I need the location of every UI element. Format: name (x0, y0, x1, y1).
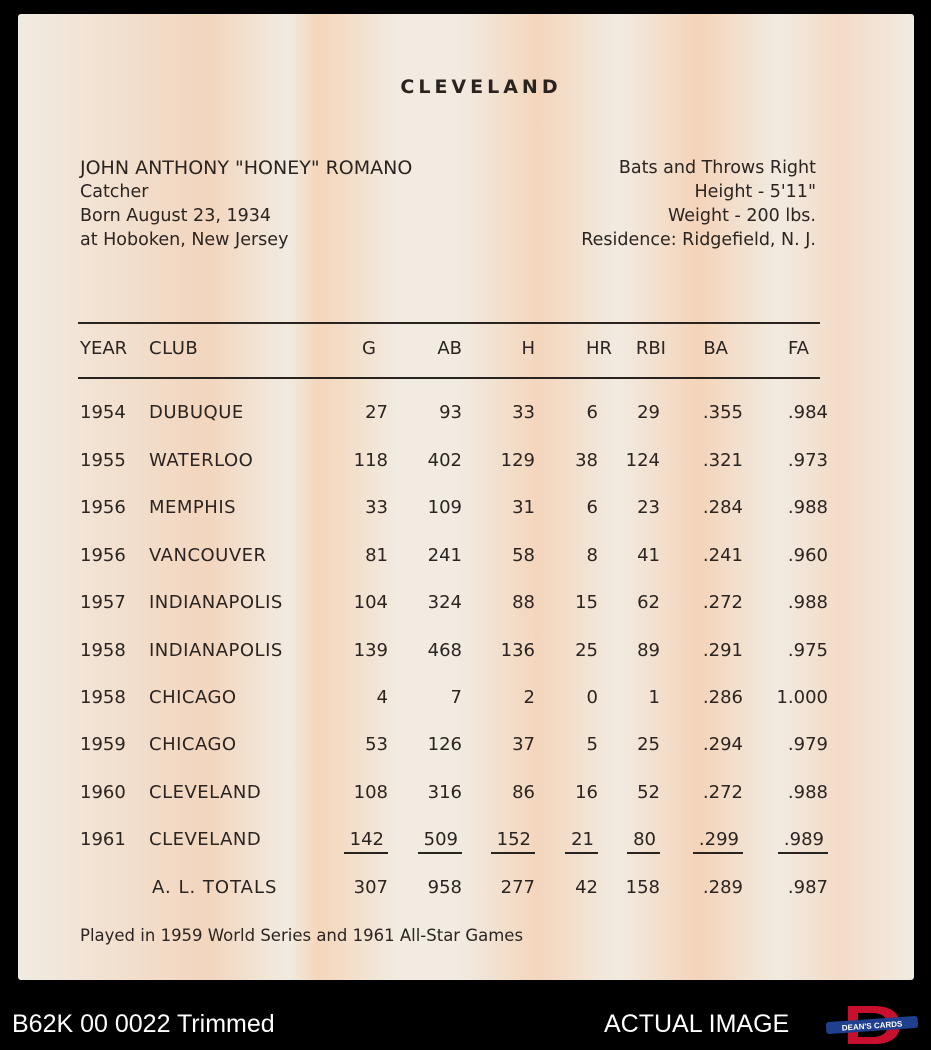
cell-g: 4 (376, 687, 388, 708)
cell-g: 53 (365, 734, 388, 755)
cell-ab: 7 (450, 687, 462, 708)
total-hr: 42 (575, 877, 598, 898)
cell-h: 58 (512, 545, 535, 566)
cell-hr: 5 (586, 734, 598, 755)
table-row (18, 497, 914, 527)
cell-h: 33 (512, 402, 535, 423)
cell-h: 88 (512, 592, 535, 613)
cell-rbi: 124 (625, 450, 660, 471)
cell-hr: 38 (575, 450, 598, 471)
cell-year: 1956 (80, 497, 126, 518)
total-ab: 958 (427, 877, 462, 898)
cell-year: 1955 (80, 450, 126, 471)
col-club: CLUB (149, 338, 199, 359)
col-fa: FA (787, 338, 809, 359)
cell-club: VANCOUVER (149, 545, 267, 566)
cell-ab: 241 (427, 545, 462, 566)
cell-club: CLEVELAND (149, 782, 262, 803)
cell-ba: .294 (702, 734, 743, 755)
cell-ba: .272 (702, 592, 743, 613)
total-rbi: 158 (625, 877, 660, 898)
cell-hr: 6 (586, 402, 598, 423)
cell-ab: 324 (427, 592, 462, 613)
cell-year: 1958 (80, 640, 126, 661)
col-h: H (521, 338, 535, 359)
caption-left: B62K 00 0022 Trimmed (12, 1010, 275, 1038)
table-row (18, 592, 914, 622)
player-info-left (80, 156, 412, 252)
player-position: Catcher (80, 182, 149, 202)
cell-rbi: 80 (627, 829, 660, 854)
cell-rbi: 23 (637, 497, 660, 518)
cell-rbi: 41 (637, 545, 660, 566)
player-born: Born August 23, 1934 (80, 206, 271, 226)
cell-club: INDIANAPOLIS (149, 640, 283, 661)
cell-fa: .984 (787, 402, 828, 423)
cell-hr: 8 (586, 545, 598, 566)
cell-fa: .988 (787, 782, 828, 803)
cell-g: 81 (365, 545, 388, 566)
cell-club: WATERLOO (149, 450, 254, 471)
cell-h: 37 (512, 734, 535, 755)
stats-header-row (18, 338, 914, 368)
team-name: CLEVELAND (400, 76, 562, 98)
cell-rbi: 25 (637, 734, 660, 755)
total-ba: .289 (702, 877, 743, 898)
cell-club: INDIANAPOLIS (149, 592, 283, 613)
cell-fa: .975 (787, 640, 828, 661)
cell-year: 1957 (80, 592, 126, 613)
table-top-rule (78, 322, 820, 324)
total-h: 277 (500, 877, 535, 898)
cell-g: 118 (353, 450, 388, 471)
cell-ab: 509 (418, 829, 462, 854)
cell-fa: .973 (787, 450, 828, 471)
cell-club: CHICAGO (149, 687, 237, 708)
total-fa: .987 (787, 877, 828, 898)
cell-h: 2 (523, 687, 535, 708)
cell-g: 108 (353, 782, 388, 803)
cell-ba: .291 (702, 640, 743, 661)
cell-rbi: 52 (637, 782, 660, 803)
cell-ba: .272 (702, 782, 743, 803)
cell-h: 86 (512, 782, 535, 803)
col-ba: BA (703, 338, 728, 359)
cell-ab: 126 (427, 734, 462, 755)
table-row (18, 782, 914, 812)
table-row (18, 402, 914, 432)
cell-year: 1956 (80, 545, 126, 566)
cell-rbi: 29 (637, 402, 660, 423)
player-name: JOHN ANTHONY "HONEY" ROMANO (80, 157, 413, 179)
table-header-rule (78, 377, 820, 379)
cell-year: 1960 (80, 782, 126, 803)
cell-club: CLEVELAND (149, 829, 262, 850)
cell-club: MEMPHIS (149, 497, 237, 518)
table-row (18, 829, 914, 859)
bats-throws: Bats and Throws Right (618, 158, 816, 178)
table-row (18, 640, 914, 670)
cell-h: 152 (491, 829, 535, 854)
cell-year: 1961 (80, 829, 126, 850)
cell-rbi: 1 (648, 687, 660, 708)
cell-club: CHICAGO (149, 734, 237, 755)
player-info-right (581, 156, 816, 252)
cell-year: 1959 (80, 734, 126, 755)
total-g: 307 (353, 877, 388, 898)
residence: Residence: Ridgefield, N. J. (581, 230, 816, 250)
cell-rbi: 62 (637, 592, 660, 613)
col-rbi: RBI (635, 338, 666, 359)
cell-g: 104 (353, 592, 388, 613)
height: Height - 5'11" (694, 182, 816, 202)
cell-ba: .286 (702, 687, 743, 708)
cell-fa: 1.000 (776, 687, 828, 708)
col-g: G (362, 338, 376, 359)
cell-year: 1954 (80, 402, 126, 423)
cell-year: 1958 (80, 687, 126, 708)
table-row (18, 450, 914, 480)
cell-hr: 21 (565, 829, 598, 854)
cell-ba: .241 (702, 545, 743, 566)
col-ab: AB (437, 338, 462, 359)
cell-fa: .988 (787, 497, 828, 518)
totals-label: A. L. TOTALS (152, 877, 278, 898)
cell-hr: 0 (586, 687, 598, 708)
cell-g: 139 (353, 640, 388, 661)
cell-ba: .321 (702, 450, 743, 471)
cell-fa: .979 (787, 734, 828, 755)
cell-hr: 6 (586, 497, 598, 518)
cell-ba: .284 (702, 497, 743, 518)
cell-fa: .988 (787, 592, 828, 613)
cell-hr: 25 (575, 640, 598, 661)
col-year: YEAR (80, 338, 128, 359)
weight: Weight - 200 lbs. (667, 206, 816, 226)
cell-ab: 402 (427, 450, 462, 471)
logo-text: DEAN'S CARDS (841, 1019, 903, 1033)
cell-h: 136 (500, 640, 535, 661)
cell-hr: 15 (575, 592, 598, 613)
cell-hr: 16 (575, 782, 598, 803)
cell-club: DUBUQUE (149, 402, 244, 423)
cell-h: 31 (512, 497, 535, 518)
cell-g: 142 (344, 829, 388, 854)
cell-fa: .989 (778, 829, 828, 854)
table-row (18, 734, 914, 764)
deans-cards-logo (826, 1004, 918, 1046)
table-row (18, 545, 914, 575)
card-back (18, 14, 914, 980)
cell-ba: .355 (702, 402, 743, 423)
table-row (18, 687, 914, 717)
cell-ab: 468 (427, 640, 462, 661)
footnote: Played in 1959 World Series and 1961 All-Star Games (80, 926, 524, 945)
cell-ab: 93 (439, 402, 462, 423)
cell-ab: 109 (427, 497, 462, 518)
player-birthplace: at Hoboken, New Jersey (80, 230, 289, 250)
col-hr: HR (585, 338, 612, 359)
cell-g: 33 (365, 497, 388, 518)
cell-ba: .299 (693, 829, 743, 854)
caption-right: ACTUAL IMAGE (604, 1010, 790, 1038)
cell-ab: 316 (427, 782, 462, 803)
cell-h: 129 (500, 450, 535, 471)
cell-rbi: 89 (637, 640, 660, 661)
cell-fa: .960 (787, 545, 828, 566)
cell-g: 27 (365, 402, 388, 423)
totals-row (18, 877, 914, 907)
